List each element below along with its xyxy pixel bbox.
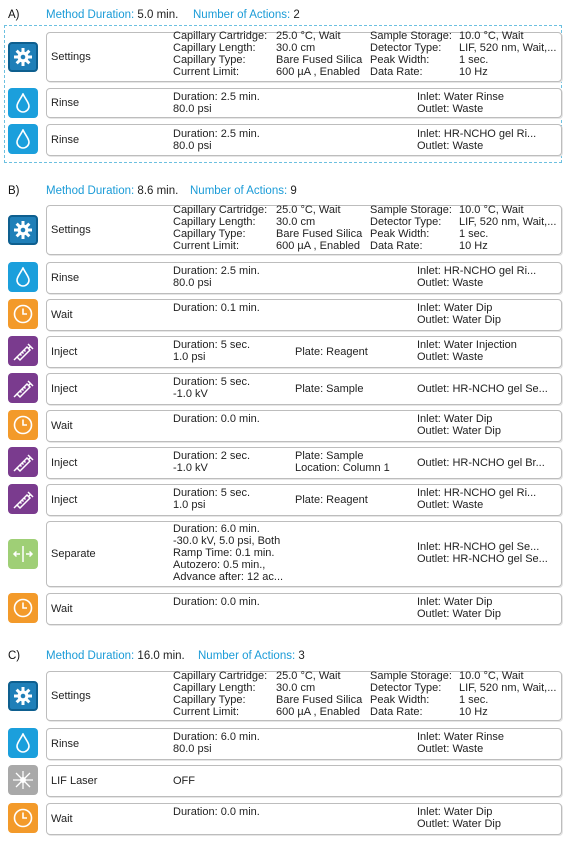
- wait-card[interactable]: [46, 299, 562, 331]
- capillary-type-value: Bare Fused Silica: [276, 228, 363, 240]
- peak-width-label: Peak Width:: [370, 54, 430, 66]
- duration-text: Duration: 2.5 min.: [173, 91, 260, 103]
- capillary-length-value: 30.0 cm: [276, 42, 316, 54]
- wait-row[interactable]: [8, 410, 562, 442]
- section-a-label: A): [8, 9, 20, 21]
- advance-after-text: Advance after: 12 ac...: [173, 571, 284, 583]
- inlet-text: Inlet: Water Dip: [417, 596, 493, 608]
- duration-text: Duration: 2.5 min.: [173, 128, 260, 140]
- water-drop-icon: [8, 124, 38, 154]
- rinse-card[interactable]: [46, 728, 562, 760]
- ramp-time-text: Ramp Time: 0.1 min.: [173, 547, 275, 559]
- duration-text: Duration: 2.5 min.: [173, 265, 260, 277]
- pressure-text: 80.0 psi: [173, 743, 212, 755]
- section-c-label: C): [8, 650, 21, 662]
- detector-type-label: Detector Type:: [370, 216, 442, 228]
- inject-row[interactable]: [8, 373, 562, 405]
- capillary-type-label: Capillary Type:: [173, 54, 246, 66]
- capillary-cartridge-label: Capillary Cartridge:: [173, 670, 268, 682]
- inject-row[interactable]: [8, 484, 562, 516]
- duration-label: Method Duration:: [46, 185, 135, 197]
- lif-laser-card[interactable]: [46, 765, 562, 797]
- step-name: Rinse: [51, 272, 80, 284]
- sample-storage-value: 10.0 °C, Wait: [459, 204, 524, 216]
- clock-icon: [8, 593, 38, 623]
- step-name: LIF Laser: [51, 775, 98, 787]
- pressure-text: 1.0 psi: [173, 499, 206, 511]
- actions-label: Number of Actions:: [193, 9, 291, 21]
- data-rate-value: 10 Hz: [459, 240, 488, 252]
- syringe-icon: [8, 484, 38, 514]
- wait-row[interactable]: [8, 593, 562, 625]
- actions-value: 2: [293, 9, 300, 21]
- sample-storage-value: 10.0 °C, Wait: [459, 30, 524, 42]
- current-limit-value: 600 µA , Enabled: [276, 240, 361, 252]
- voltage-text: -1.0 kV: [173, 462, 208, 474]
- duration-text: Duration: 0.0 min.: [173, 806, 260, 818]
- capillary-length-value: 30.0 cm: [276, 216, 316, 228]
- section-c-actions: [198, 650, 305, 662]
- wait-row[interactable]: [8, 299, 562, 331]
- outlet-text: Outlet: Water Dip: [417, 818, 501, 830]
- duration-value: 16.0 min.: [137, 650, 185, 662]
- outlet-text: Outlet: HR-NCHO gel Se...: [417, 553, 548, 565]
- current-limit-value: 600 µA , Enabled: [276, 66, 361, 78]
- separate-card[interactable]: [46, 521, 562, 587]
- autozero-text: Autozero: 0.5 min.,: [173, 559, 266, 571]
- rinse-card[interactable]: [46, 124, 562, 156]
- detector-type-label: Detector Type:: [370, 682, 442, 694]
- duration-value: 8.6 min.: [137, 185, 179, 197]
- outlet-text: Outlet: Water Dip: [417, 425, 501, 437]
- duration-value: 5.0 min.: [137, 9, 179, 21]
- section-b-label: B): [8, 185, 20, 197]
- duration-text: Duration: 5 sec.: [173, 339, 251, 351]
- separate-row[interactable]: [8, 521, 562, 587]
- voltage-text: -30.0 kV, 5.0 psi, Both: [173, 535, 281, 547]
- rinse-row[interactable]: [8, 124, 562, 156]
- detector-type-value: LIF, 520 nm, Wait,...: [459, 42, 557, 54]
- gear-icon: [8, 215, 38, 245]
- inlet-text: Inlet: Water Rinse: [417, 731, 505, 743]
- step-name: Settings: [51, 51, 91, 63]
- separate-arrows-icon: [8, 539, 38, 569]
- step-name: Wait: [51, 309, 73, 321]
- inject-card[interactable]: [46, 373, 562, 405]
- capillary-cartridge-value: 25.0 °C, Wait: [276, 30, 341, 42]
- clock-icon: [8, 410, 38, 440]
- peak-width-label: Peak Width:: [370, 228, 430, 240]
- inject-card[interactable]: [46, 447, 562, 479]
- inject-row[interactable]: [8, 447, 562, 479]
- capillary-cartridge-value: 25.0 °C, Wait: [276, 204, 341, 216]
- section-a-actions: [193, 9, 300, 21]
- syringe-icon: [8, 447, 38, 477]
- outlet-text: Outlet: Water Dip: [417, 314, 501, 326]
- outlet-text: Outlet: HR-NCHO gel Se...: [417, 383, 548, 395]
- sample-storage-label: Sample Storage:: [370, 30, 452, 42]
- pressure-text: 80.0 psi: [173, 277, 212, 289]
- duration-text: Duration: 0.0 min.: [173, 413, 260, 425]
- capillary-length-label: Capillary Length:: [173, 682, 256, 694]
- clock-icon: [8, 803, 38, 833]
- current-limit-label: Current Limit:: [173, 706, 240, 718]
- outlet-text: Outlet: Waste: [417, 140, 484, 152]
- current-limit-value: 600 µA , Enabled: [276, 706, 361, 718]
- voltage-text: -1.0 kV: [173, 388, 208, 400]
- settings-row[interactable]: [8, 32, 562, 82]
- data-rate-label: Data Rate:: [370, 706, 423, 718]
- syringe-icon: [8, 336, 38, 366]
- wait-card[interactable]: [46, 410, 562, 442]
- detector-type-value: LIF, 520 nm, Wait,...: [459, 216, 557, 228]
- inlet-text: Inlet: HR-NCHO gel Ri...: [417, 265, 537, 277]
- laser-state-text: OFF: [173, 775, 195, 787]
- step-name: Rinse: [51, 97, 80, 109]
- inlet-text: Inlet: Water Rinse: [417, 91, 505, 103]
- wait-row[interactable]: [8, 803, 562, 835]
- rinse-row[interactable]: [8, 88, 562, 118]
- outlet-text: Outlet: Waste: [417, 277, 484, 289]
- sample-storage-value: 10.0 °C, Wait: [459, 670, 524, 682]
- duration-text: Duration: 6.0 min.: [173, 523, 260, 535]
- duration-label: Method Duration:: [46, 650, 135, 662]
- syringe-icon: [8, 373, 38, 403]
- inject-card[interactable]: [46, 484, 562, 516]
- rinse-card[interactable]: [46, 88, 562, 118]
- lif-laser-row[interactable]: [8, 765, 562, 797]
- duration-text: Duration: 2 sec.: [173, 450, 251, 462]
- rinse-card[interactable]: [46, 262, 562, 294]
- inlet-text: Inlet: HR-NCHO gel Ri...: [417, 128, 537, 140]
- water-drop-icon: [8, 262, 38, 292]
- outlet-text: Outlet: Waste: [417, 351, 484, 363]
- capillary-length-label: Capillary Length:: [173, 216, 256, 228]
- step-name: Inject: [51, 383, 78, 395]
- duration-text: Duration: 0.0 min.: [173, 596, 260, 608]
- inlet-text: Inlet: Water Dip: [417, 413, 493, 425]
- settings-card[interactable]: [46, 205, 562, 255]
- capillary-cartridge-label: Capillary Cartridge:: [173, 204, 268, 216]
- actions-value: 9: [290, 185, 297, 197]
- step-name: Inject: [51, 457, 78, 469]
- current-limit-label: Current Limit:: [173, 66, 240, 78]
- outlet-text: Outlet: HR-NCHO gel Br...: [417, 457, 545, 469]
- step-name: Inject: [51, 346, 78, 358]
- pressure-text: 1.0 psi: [173, 351, 206, 363]
- inject-row[interactable]: [8, 336, 562, 368]
- clock-icon: [8, 299, 38, 329]
- outlet-text: Outlet: Waste: [417, 743, 484, 755]
- plate-text: Plate: Sample: [295, 450, 364, 462]
- duration-text: Duration: 6.0 min.: [173, 731, 260, 743]
- step-name: Inject: [51, 494, 78, 506]
- step-name: Separate: [51, 548, 96, 560]
- capillary-type-label: Capillary Type:: [173, 694, 246, 706]
- inlet-text: Inlet: HR-NCHO gel Ri...: [417, 487, 537, 499]
- settings-row[interactable]: [8, 205, 562, 255]
- peak-width-value: 1 sec.: [459, 694, 489, 706]
- data-rate-label: Data Rate:: [370, 240, 423, 252]
- inlet-text: Inlet: Water Injection: [417, 339, 517, 351]
- step-name: Wait: [51, 420, 73, 432]
- capillary-type-value: Bare Fused Silica: [276, 694, 363, 706]
- data-rate-label: Data Rate:: [370, 66, 423, 78]
- actions-value: 3: [298, 650, 305, 662]
- section-b-actions: [190, 185, 297, 197]
- capillary-length-value: 30.0 cm: [276, 682, 316, 694]
- duration-text: Duration: 5 sec.: [173, 376, 251, 388]
- inlet-text: Inlet: Water Dip: [417, 806, 493, 818]
- laser-icon: [8, 765, 38, 795]
- actions-label: Number of Actions:: [190, 185, 288, 197]
- duration-text: Duration: 5 sec.: [173, 487, 251, 499]
- outlet-text: Outlet: Waste: [417, 103, 484, 115]
- data-rate-value: 10 Hz: [459, 66, 488, 78]
- duration-label: Method Duration:: [46, 9, 135, 21]
- capillary-cartridge-value: 25.0 °C, Wait: [276, 670, 341, 682]
- step-name: Settings: [51, 224, 91, 236]
- location-text: Location: Column 1: [295, 462, 390, 474]
- peak-width-value: 1 sec.: [459, 228, 489, 240]
- inlet-text: Inlet: Water Dip: [417, 302, 493, 314]
- duration-text: Duration: 0.1 min.: [173, 302, 260, 314]
- rinse-row[interactable]: [8, 262, 562, 294]
- actions-label: Number of Actions:: [198, 650, 296, 662]
- settings-card[interactable]: [46, 671, 562, 721]
- peak-width-label: Peak Width:: [370, 694, 430, 706]
- gear-icon: [8, 681, 38, 711]
- outlet-text: Outlet: Waste: [417, 499, 484, 511]
- capillary-cartridge-label: Capillary Cartridge:: [173, 30, 268, 42]
- inlet-text: Inlet: HR-NCHO gel Se...: [417, 541, 540, 553]
- section-a-duration: [46, 9, 178, 21]
- current-limit-label: Current Limit:: [173, 240, 240, 252]
- outlet-text: Outlet: Water Dip: [417, 608, 501, 620]
- plate-text: Plate: Reagent: [295, 346, 368, 358]
- inject-card[interactable]: [46, 336, 562, 368]
- wait-card[interactable]: [46, 593, 562, 625]
- peak-width-value: 1 sec.: [459, 54, 489, 66]
- plate-text: Plate: Sample: [295, 383, 364, 395]
- plate-text: Plate: Reagent: [295, 494, 368, 506]
- capillary-type-value: Bare Fused Silica: [276, 54, 363, 66]
- sample-storage-label: Sample Storage:: [370, 204, 452, 216]
- settings-card[interactable]: [46, 32, 562, 82]
- water-drop-icon: [8, 728, 38, 758]
- detector-type-value: LIF, 520 nm, Wait,...: [459, 682, 557, 694]
- detector-type-label: Detector Type:: [370, 42, 442, 54]
- pressure-text: 80.0 psi: [173, 103, 212, 115]
- step-name: Rinse: [51, 134, 80, 146]
- step-name: Wait: [51, 603, 73, 615]
- step-name: Settings: [51, 690, 91, 702]
- settings-row[interactable]: [8, 671, 562, 721]
- section-c-duration: [46, 650, 185, 662]
- step-name: Rinse: [51, 738, 80, 750]
- pressure-text: 80.0 psi: [173, 140, 212, 152]
- water-drop-icon: [8, 88, 38, 118]
- sample-storage-label: Sample Storage:: [370, 670, 452, 682]
- wait-card[interactable]: [46, 803, 562, 835]
- data-rate-value: 10 Hz: [459, 706, 488, 718]
- step-name: Wait: [51, 813, 73, 825]
- gear-icon: [8, 42, 38, 72]
- capillary-length-label: Capillary Length:: [173, 42, 256, 54]
- capillary-type-label: Capillary Type:: [173, 228, 246, 240]
- section-b-duration: [46, 185, 178, 197]
- rinse-row[interactable]: [8, 728, 562, 760]
